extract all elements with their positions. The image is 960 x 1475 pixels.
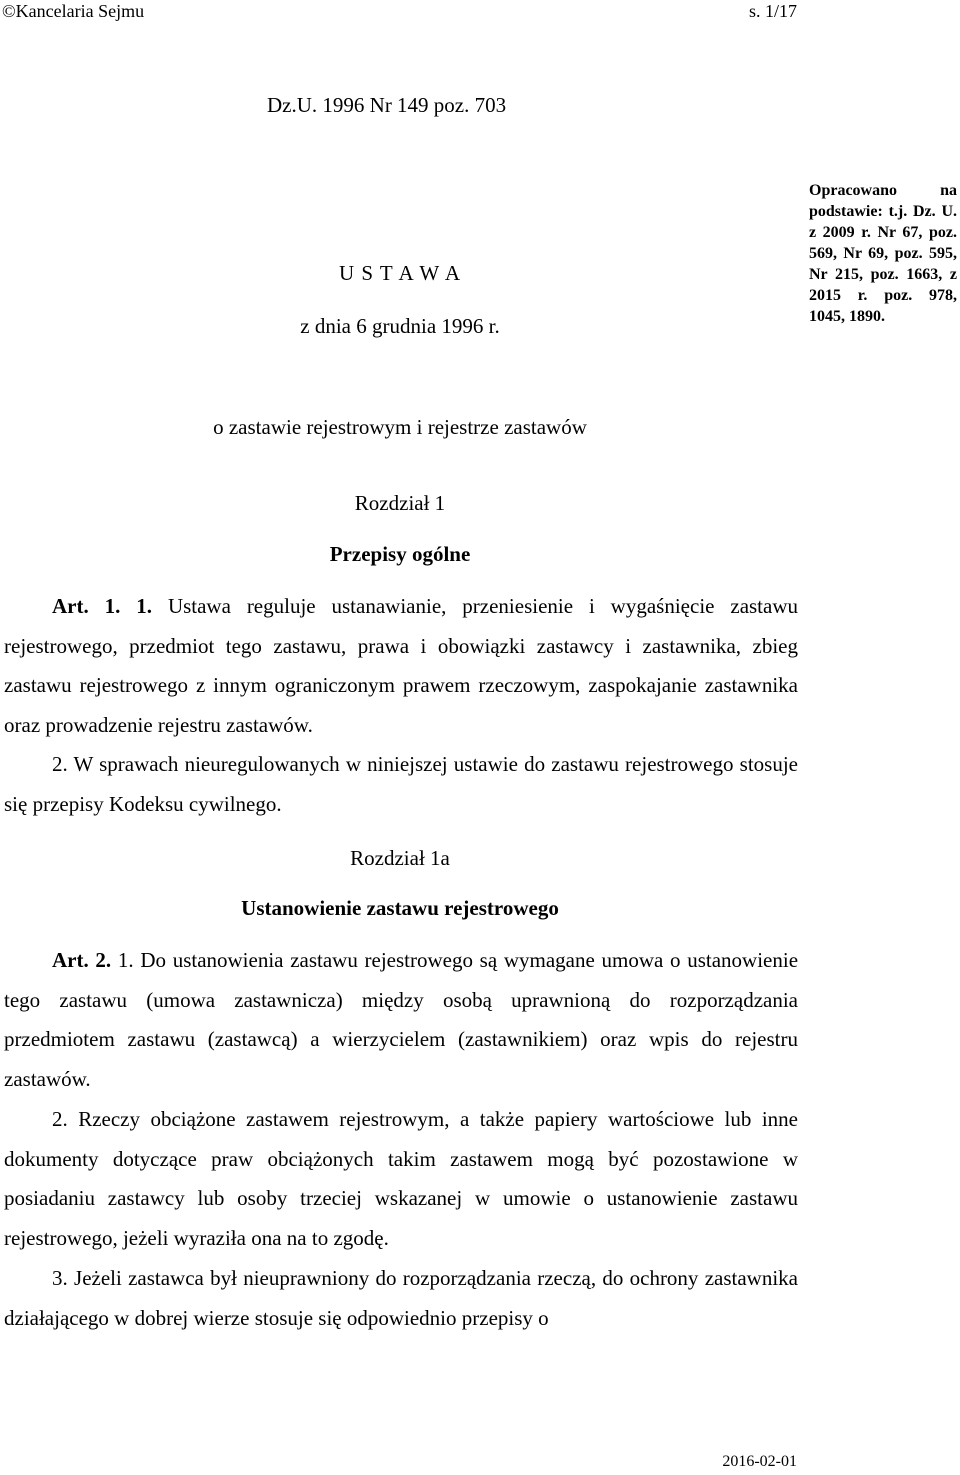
consolidation-note: Opracowano na podstawie: t.j. Dz. U. z 2009 r. Nr 67, poz. 569, Nr 69, poz. 595, Nr 215, poz. 1663, z 2015 r. poz. 978, 1045, 1890. [809,182,957,325]
act-date: z dnia 6 grudnia 1996 r. [300,314,500,338]
art-2-paragraph-2-text: 2. Rzeczy obciążone zastawem rejestrowym, a także papiery wartościowe lub inne dokumenty dotyczące praw obciążonych takim zastawem mogą być pozostawione w posiadaniu zastawcy lub osoby trzeciej wskazanej w umowie o ustanowienie zastawu rejestrowego, jeżeli wyraziła ona na to zgodę. [4,1107,798,1250]
art-2-paragraph-1 [4,941,798,1099]
art-2-label: Art. 2. [52,948,112,972]
act-title: o zastawie rejestrowym i rejestrze zastawów [213,415,587,439]
art-1-paragraph-2 [4,745,798,824]
art-1-paragraph-1-text: Ustawa reguluje ustanawianie, przeniesienie i wygaśnięcie zastawu rejestrowego, przedmiot tego zastawu, prawa i obowiązki zastawcy i zastawnika, zbieg zastawu rejestrowego z innym ograniczonym prawem rzeczowym, zaspokajanie zastawnika oraz prowadzenie rejestru zastawów. [4,594,799,737]
art-1-paragraph-2-text: 2. W sprawach nieuregulowanych w niniejszej ustawie do zastawu rejestrowego stosuje się przepisy Kodeksu cywilnego. [4,752,798,816]
publication-reference: Dz.U. 1996 Nr 149 poz. 703 [267,93,507,117]
footer-date: 2016-02-01 [722,1453,797,1470]
act-type: U S T A W A [338,261,462,285]
art-2-paragraph-2 [4,1100,798,1258]
chapter-1a-number: Rozdział 1a [350,846,450,870]
art-2-paragraph-3 [4,1259,798,1338]
header-source: ©Kancelaria Sejmu [2,1,145,21]
art-2-paragraph-3-text: 3. Jeżeli zastawca był nieuprawniony do rozporządzania rzeczą, do ochrony zastawnika działającego w dobrej wierze stosuje się odpowiednio przepisy o [4,1266,798,1330]
page-number: s. 1/17 [748,1,797,21]
art-1-paragraph-1 [4,587,798,745]
art-1-label: Art. 1. 1. [52,594,153,618]
art-2-paragraph-1-text: 1. Do ustanowienia zastawu rejestrowego są wymagane umowa o ustanowienie tego zastawu (umowa zastawnicza) między osobą uprawnioną do rozporządzania przedmiotem zastawu (zastawcą) a wierzycielem (zastawnikiem) oraz wpis do rejestru zastawów. [4,948,799,1091]
chapter-1-name: Przepisy ogólne [329,542,471,566]
chapter-1a-name: Ustanowienie zastawu rejestrowego [241,896,559,920]
chapter-1-number: Rozdział 1 [354,491,446,515]
